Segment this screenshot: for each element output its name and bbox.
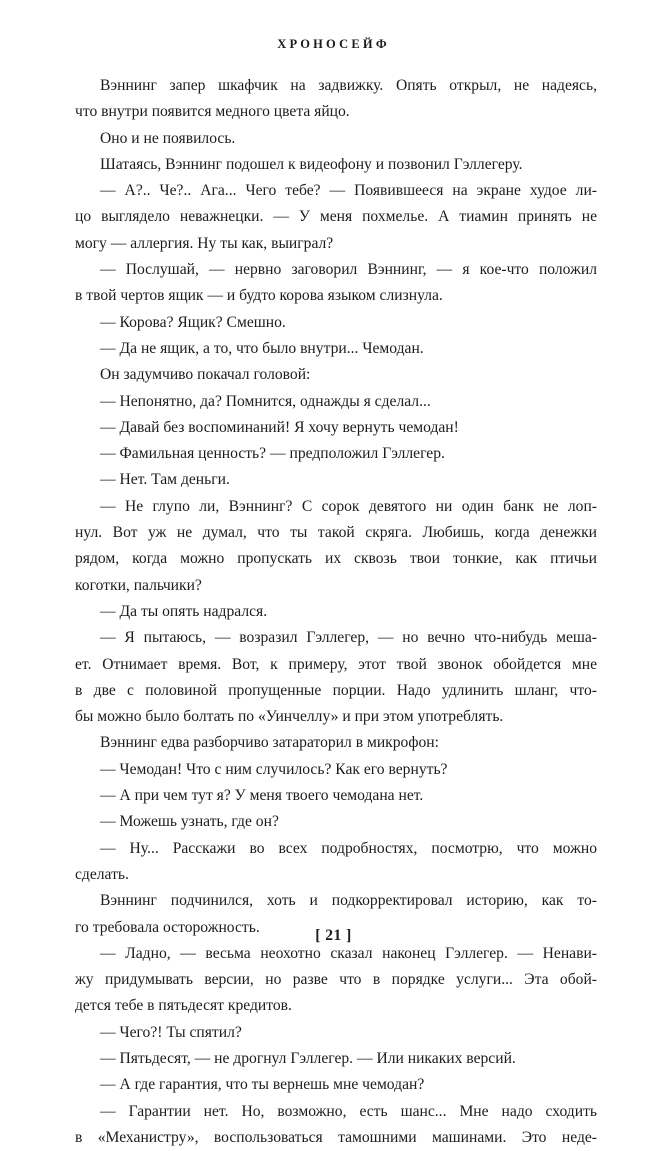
text-line: нул. Вот уж не думал, что ты такой скряга. Любишь, когда денежки: [75, 524, 597, 542]
text-line: бы можно было болтать по «Уинчеллу» и при этом употреблять.: [75, 708, 504, 726]
text-line: Вэннинг подчинился, хоть и подкорректировал историю, как то-: [100, 892, 597, 910]
text-line: — Да ты опять надрался.: [100, 602, 268, 620]
text-line: Вэннинг запер шкафчик на задвижку. Опять открыл, не надеясь,: [100, 77, 597, 94]
text-line: — Ладно, — весьма неохотно сказал наконец Гэллегер. — Ненави-: [100, 944, 597, 962]
text-line: коготки, пальчики?: [75, 576, 202, 594]
text-line: Оно и не появилось.: [100, 129, 236, 147]
text-line: — Пятьдесят, — не дрогнул Гэллегер. — Или никаких версий.: [100, 1049, 516, 1067]
text-line: — Я пытаюсь, — возразил Гэллегер, — но вечно что-нибудь меша-: [100, 629, 597, 647]
text-line: ет. Отнимает время. Вот, к примеру, этот твой звонок обойдется мне: [75, 655, 597, 673]
text-line: — А где гарантия, что ты вернешь мне чемодан?: [100, 1076, 425, 1094]
text-line: Вэннинг едва разборчиво затараторил в микрофон:: [100, 734, 439, 752]
text-line: — Чего?! Ты спятил?: [100, 1023, 242, 1041]
text-line: — Непонятно, да? Помнится, однажды я сделал...: [100, 392, 431, 410]
text-line: дется тебе в пятьдесят кредитов.: [75, 997, 292, 1015]
text-line: цо выглядело неважнецки. — У меня похмелье. А тиамин принять не: [75, 208, 597, 226]
text-line: могу — аллергия. Ну ты как, выиграл?: [75, 234, 334, 252]
text-line: жу придумывать версии, но разве что в порядке услуги... Эта обой-: [75, 971, 597, 989]
text-line: Он задумчиво покачал головой:: [100, 366, 311, 384]
text-line: — Гарантии нет. Но, возможно, есть шанс... Мне надо сходить: [100, 1102, 597, 1120]
text-line: — Да не ящик, а то, что было внутри... Чемодан.: [100, 339, 424, 357]
text-line: что внутри появится медного цвета яйцо.: [75, 103, 350, 121]
page-number: [ 21 ]: [315, 927, 352, 944]
text-line: рядом, когда можно пропускать их сквозь твои тонкие, как птичьи: [75, 550, 597, 568]
text-line: Шатаясь, Вэннинг подошел к видеофону и позвонил Гэллегеру.: [100, 155, 523, 173]
text-line: — Не глупо ли, Вэннинг? С сорок девятого ни один банк не лоп-: [100, 497, 597, 515]
text-line: в твой чертов ящик — и будто корова языком слизнула.: [75, 287, 443, 305]
text-line: — Послушай, — нервно заговорил Вэннинг, — я кое-что положил: [100, 261, 597, 279]
text-line: в две с половиной пропущенные порции. Надо удлинить шланг, что-: [75, 681, 597, 699]
text-line: — Давай без воспоминаний! Я хочу вернуть чемодан!: [100, 418, 459, 436]
text-line: — А при чем тут я? У меня твоего чемодана нет.: [100, 787, 424, 805]
running-head-title: ХРОНОСЕЙФ: [277, 37, 390, 51]
text-line: — Ну... Расскажи во всех подробностях, посмотрю, что можно: [100, 839, 597, 857]
body-text: [75, 73, 597, 1151]
text-line: сделать.: [75, 865, 129, 883]
text-line: — А?.. Че?.. Ага... Чего тебе? — Появившееся на экране худое ли-: [100, 182, 597, 200]
text-line: — Можешь узнать, где он?: [100, 813, 279, 831]
text-line: в «Механистру», воспользоваться тамошними машинами. Это неде-: [75, 1128, 597, 1146]
text-line: — Чемодан! Что с ним случилось? Как его вернуть?: [100, 760, 448, 778]
text-line: — Нет. Там деньги.: [100, 471, 230, 489]
text-line: — Фамильная ценность? — предположил Гэллегер.: [100, 445, 445, 463]
text-line: — Корова? Ящик? Смешно.: [100, 313, 286, 331]
text-line: го требовала осторожность.: [75, 918, 260, 936]
